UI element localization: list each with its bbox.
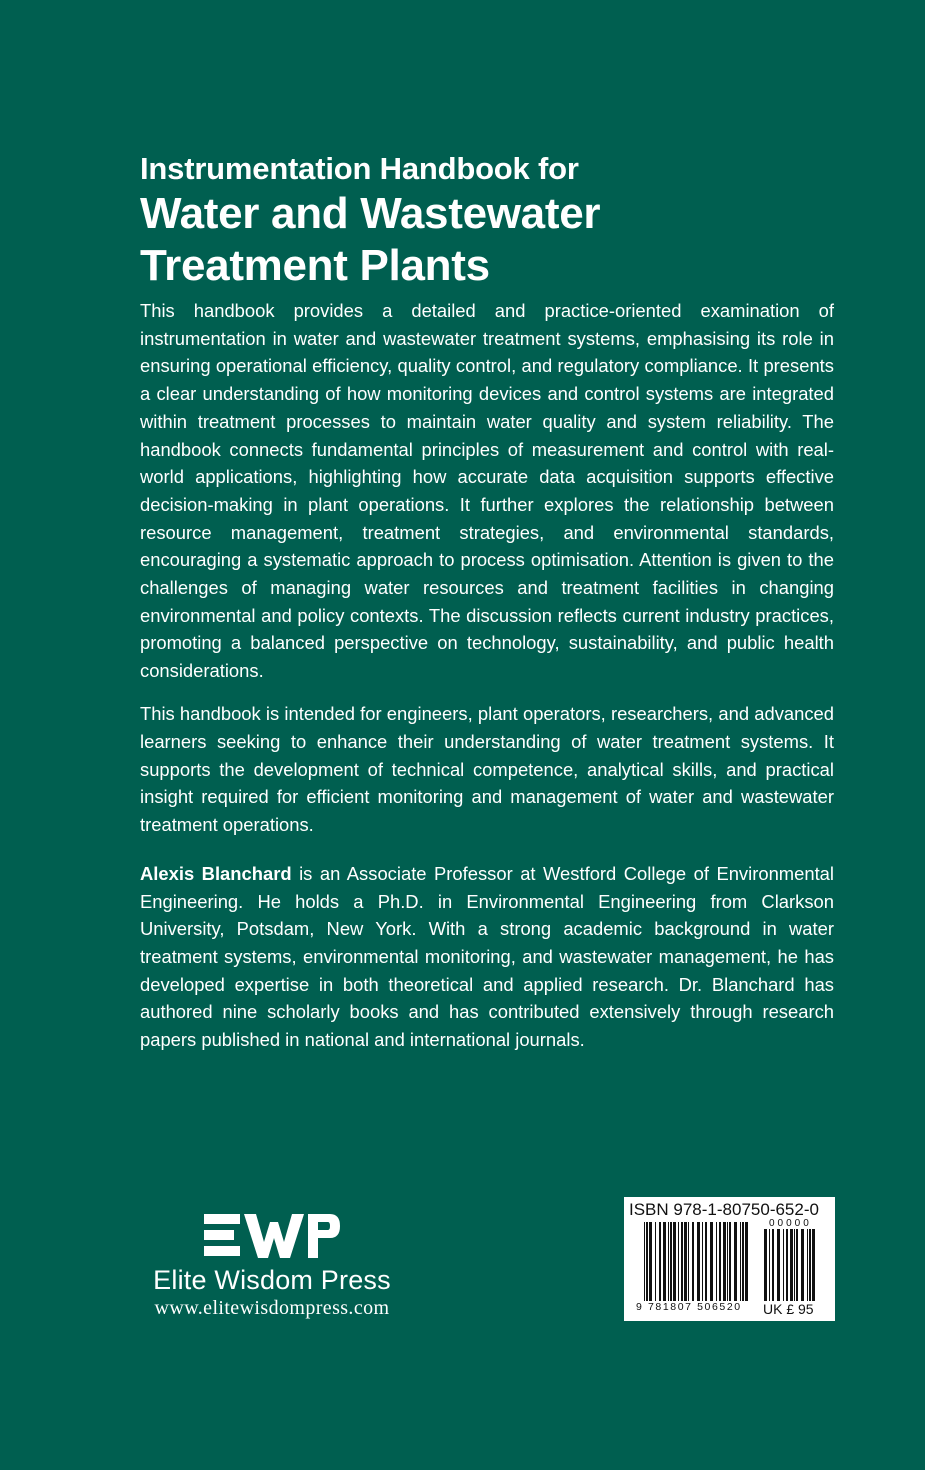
- description-paragraph-1: This handbook provides a detailed and practice-oriented examination of instrumentation in water and wastewater treatment systems, emphasising its role in ensuring operational efficiency, quality control, and regulatory compliance. It presents a clear understanding of how monitoring devices and control systems are integrated within treatment processes to maintain water quality and system reliability. The handbook connects fundamental principles of measurement and control with real-world applications, highlighting how accurate data acquisition supports effective decision-making in plant operations. It further explores the relationship between resource management, treatment strategies, and environmental standards, encouraging a systematic approach to process optimisation. Attention is given to the challenges of managing water resources and treatment facilities in changing environmental and policy contexts. The discussion reflects current industry practices, promoting a balanced perspective on technology, sustainability, and public health considerations.: [140, 300, 834, 682]
- book-title: [140, 150, 840, 292]
- price-label: UK £ 95: [763, 1301, 814, 1317]
- barcode-panel: [624, 1197, 835, 1321]
- title-line-2: Water and Wastewater: [140, 189, 601, 238]
- isbn-label: ISBN 978-1-80750-652-0: [629, 1200, 819, 1219]
- author-name: Alexis Blanchard: [140, 862, 292, 884]
- description-paragraph-2: This handbook is intended for engineers, plant operators, researchers, and advanced learners seeking to enhance their understanding of water treatment systems. It supports the development of technical competence, analytical skills, and practical insight required for efficient monitoring and management of water and wastewater treatment operations.: [140, 703, 834, 836]
- title-line-1: Instrumentation Handbook for: [140, 151, 579, 186]
- blurb: [140, 297, 834, 1069]
- publisher-name: Elite Wisdom Press: [153, 1265, 391, 1295]
- title-line-3: Treatment Plants: [140, 241, 490, 290]
- barcode-addon-digits: 00000: [769, 1218, 812, 1229]
- publisher-block: [138, 1212, 406, 1320]
- publisher-url[interactable]: www.elitewisdompress.com: [154, 1297, 390, 1319]
- barcode-digits: 9 781807 506520: [636, 1301, 742, 1313]
- ewp-logo-icon: [202, 1212, 342, 1260]
- author-bio-text: is an Associate Professor at Westford College of Environmental Engineering. He holds a Ph.D. in Environmental Engineering from Clarkson University, Potsdam, New York. With a strong academic background in water treatment systems, environmental monitoring, and wastewater management, he has developed expertise in both theoretical and applied research. Dr. Blanchard has authored nine scholarly books and has contributed extensively through research papers published in national and international journals.: [140, 862, 834, 1051]
- author-bio: [140, 860, 834, 1054]
